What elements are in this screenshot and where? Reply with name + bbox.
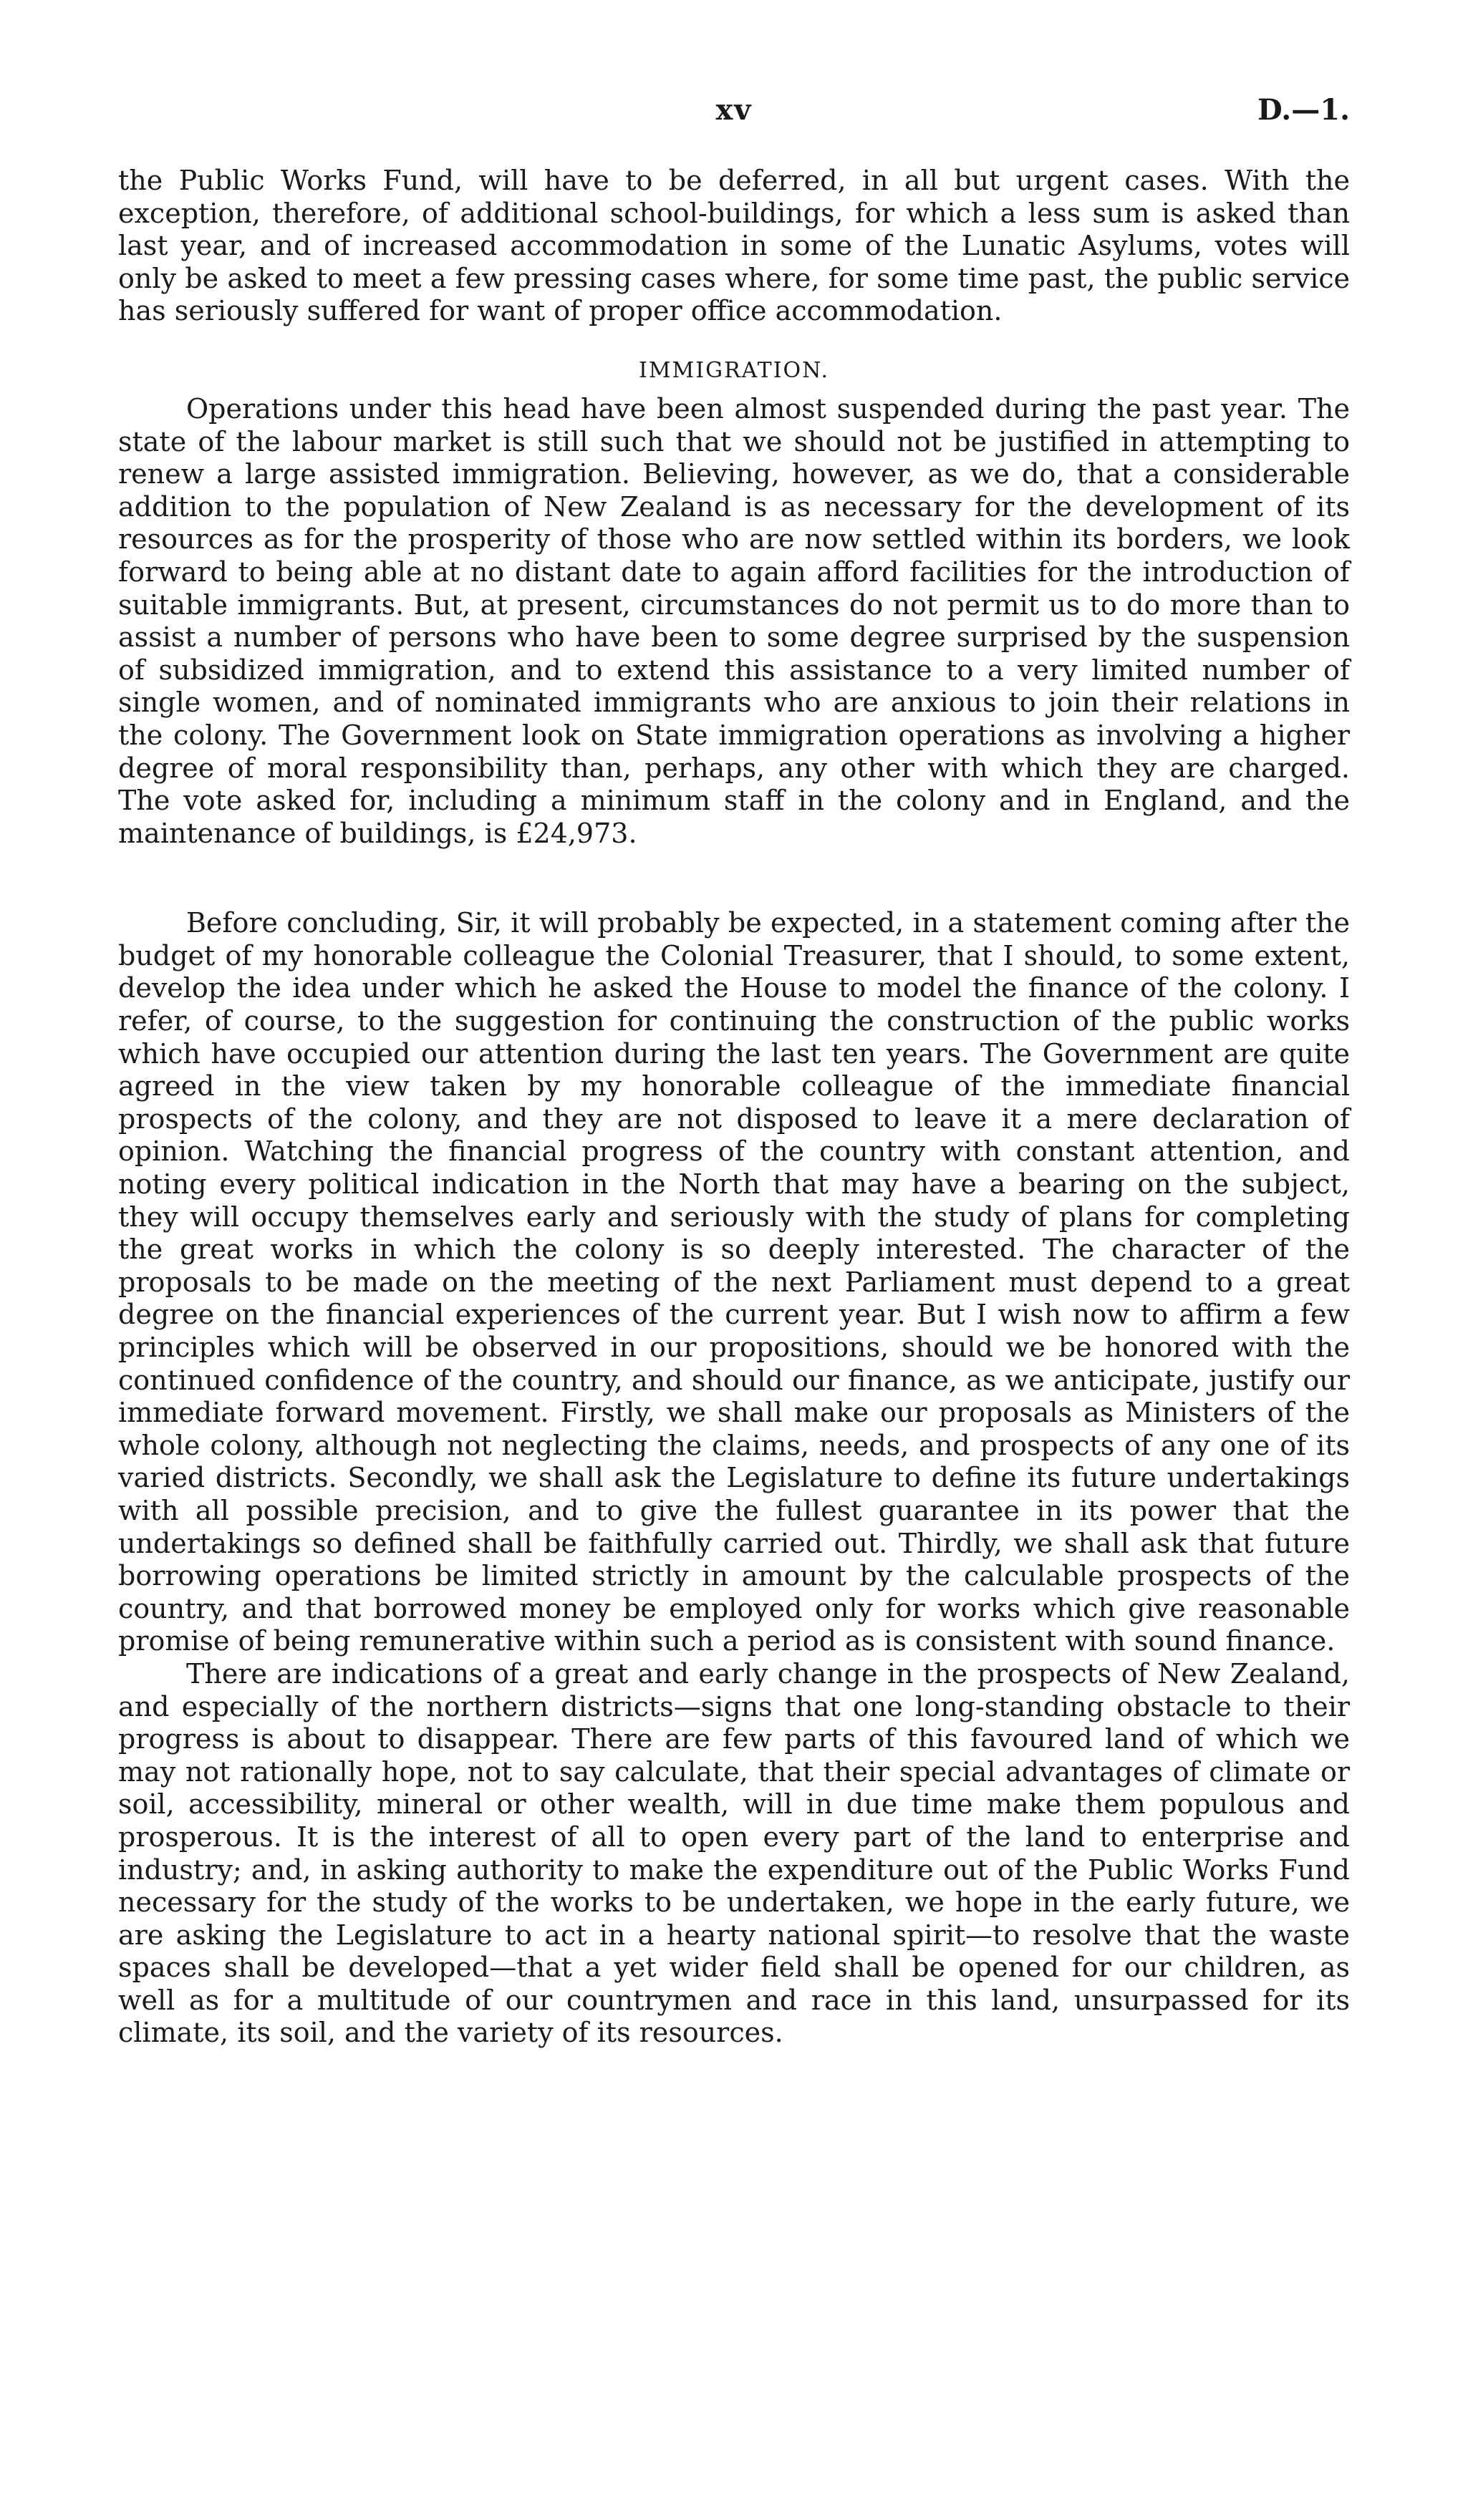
paragraph-immigration: Operations under this head have been almost suspended during the past year. The state of the labour market is still such that we should not be justified in attempting to renew a large assisted immigration. Believing, however, as we do, that a considerable addition to the population of New Zealand is as necessary for the development of its resources as for the prosperity of those who are now settled within its borders, we look forward to being able at no distant date to again afford facilities for the introduction of suitable immigrants. But, at present, circumstances do not permit us to do more than to assist a number of persons who have been to some degree surprised by the suspension of subsidized immigration, and to extend this assistance to a very limited number of single women, and of nominated immigrants who are anxious to join their relations in the colony. The Government look on State immigration operations as involving a higher degree of moral responsibility than, perhaps, any other with which they are charged. The vote asked for, including a minimum staff in the colony and in England, and the maintenance of buildings, is £24,973. (118, 392, 1350, 849)
document-page (118, 93, 1350, 2050)
document-reference: D.—1. (1257, 93, 1350, 127)
paragraph-public-works-continuation: the Public Works Fund, will have to be deferred, in all but urgent cases. With the exception, therefore, of additional school-buildings, for which a less sum is asked than last year, and of increased accommodation in some of the Lunatic Asylums, votes will only be asked to meet a few pressing cases where, for some time past, the public service has seriously suffered for want of proper office accommodation. (118, 165, 1350, 327)
section-heading-immigration: IMMIGRATION. (638, 357, 830, 383)
paragraph-spacer (118, 850, 1350, 907)
paragraph-northern-prospects: There are indications of a great and early change in the prospects of New Zealand, and especially of the northern districts—signs that one long-standing obstacle to their progress is about to disappear. There are few parts of this favoured land of which we may not rationally hope, not to say calculate, that their special advantages of climate or soil, accessibility, mineral or other wealth, will in due time make them populous and prosperous. It is the interest of all to open every part of the land to enterprise and industry; and, in asking authority to make the expenditure out of the Public Works Fund necessary for the study of the works to be undertaken, we hope in the early future, we are asking the Legislature to act in a hearty national spirit—to resolve that the waste spaces shall be developed—that a yet wider field shall be opened for our children, as well as for a multitude of our countrymen and race in this land, unsurpassed for its climate, its soil, and the variety of its resources. (118, 1657, 1350, 2049)
page-number: xv (715, 93, 753, 127)
page-header (118, 93, 1350, 136)
paragraph-concluding-remarks: Before concluding, Sir, it will probably be expected, in a statement coming after the budget of my honorable colleague the Colonial Treasurer, that I should, to some extent, develop the idea under which he asked the House to model the finance of the colony. I refer, of course, to the suggestion for continuing the construction of the public works which have occupied our attention during the last ten years. The Government are quite agreed in the view taken by my honorable colleague of the immediate financial prospects of the colony, and they are not disposed to leave it a mere declaration of opinion. Watching the financial progress of the country with constant attention, and noting every political indication in the North that may have a bearing on the subject, they will occupy themselves early and seriously with the study of plans for completing the great works in which the colony is so deeply interested. The character of the proposals to be made on the meeting of the next Parliament must depend to a great degree on the financial experiences of the current year. But I wish now to affirm a few principles which will be observed in our propositions, should we be honored with the continued confidence of the country, and should our finance, as we anticipate, justify our immediate forward movement. Firstly, we shall make our proposals as Ministers of the whole colony, although not neglecting the claims, needs, and prospects of any one of its varied districts. Secondly, we shall ask the Legislature to define its future undertakings with all possible precision, and to give the fullest guarantee in its power that the undertakings so defined shall be faithfully carried out. Thirdly, we shall ask that future borrowing operations be limited strictly in amount by the calculable prospects of the country, and that borrowed money be employed only for works which give reasonable promise of being remunerative within such a period as is consistent with sound finance. (118, 907, 1350, 1657)
